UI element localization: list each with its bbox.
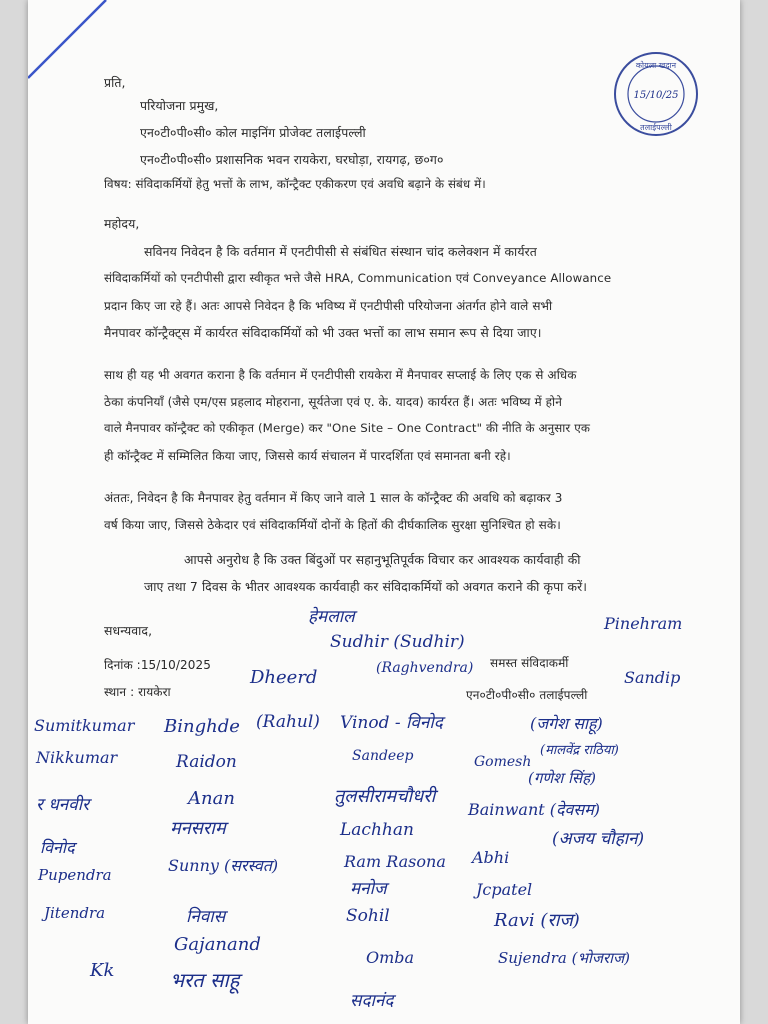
para2-line-2: ठेका कंपनियाँ (जैसे एम/एस प्रहलाद मोहराना, सूर्यतेजा एवं ए. के. यादव) कार्यरत हैं। अतः भविष्य में होने (104, 395, 563, 409)
signature: विनोद (40, 838, 75, 857)
signature: Sudhir (Sudhir) (330, 632, 465, 652)
signatory: समस्त संविदाकर्मी (490, 656, 569, 670)
signature: Jitendra (44, 904, 106, 922)
salutation: महोदय, (104, 216, 140, 231)
date: दिनांक :15/10/2025 (104, 658, 211, 672)
stamp-date: 15/10/25 (633, 90, 679, 101)
subject-line: विषय: संविदाकर्मियों हेतु भत्तों के लाभ, कॉन्ट्रैक्ट एकीकरण एवं अवधि बढ़ाने के संबंध में। (104, 177, 486, 191)
para4-line-1: आपसे अनुरोध है कि उक्त बिंदुओं पर सहानुभूतिपूर्वक विचार कर आवश्यक कार्यवाही की (184, 552, 581, 567)
signature: Gajanand (174, 934, 261, 955)
signature: सदानंद (350, 991, 394, 1011)
para1-line-2: संविदाकर्मियों को एनटीपीसी द्वारा स्वीकृत भत्ते जैसे HRA, Communication एवं Conveyance Allowance (104, 271, 612, 285)
place: स्थान : रायकेरा (104, 685, 171, 699)
signature: Sunny (सरस्वत) (168, 856, 279, 875)
signature: भरत साहू (170, 968, 240, 992)
to-label: प्रति, (104, 75, 126, 90)
signature: निवास (186, 907, 226, 927)
thanks: सधन्यवाद, (104, 623, 153, 638)
signatory-org: एन०टी०पी०सी० तलाईपल्ली (466, 688, 588, 702)
signature: Pinehram (604, 614, 683, 633)
signature: (अजय चौहान) (552, 829, 645, 849)
signature: (मालवेंद्र राठिया) (540, 743, 619, 758)
signature: Anan (188, 788, 235, 809)
signature: Kk (90, 960, 115, 981)
para1-line-1: सविनय निवेदन है कि वर्तमान में एनटीपीसी से संबंधित संस्थान चांद कलेक्शन में कार्यरत (144, 244, 537, 259)
signature: Bainwant (देवसम) (468, 800, 601, 819)
signature: Ravi (राज) (494, 910, 580, 931)
office-stamp (612, 50, 700, 138)
stamp-seal-icon (612, 50, 700, 138)
signature: Sohil (346, 906, 390, 926)
para3-line-2: वर्ष किया जाए, जिससे ठेकेदार एवं संविदाकर्मियों दोनों के हितों की दीर्घकालिक सुरक्षा सुनिश्चित हो सके। (104, 518, 561, 532)
signature: Lachhan (340, 820, 414, 840)
para1-line-4: मैनपावर कॉन्ट्रैक्ट्स में कार्यरत संविदाकर्मियों को भी उक्त भत्तों का लाभ समान रूप से दिया जाए। (104, 325, 542, 340)
signature: Gomesh (474, 754, 532, 770)
signature: मनसराम (170, 818, 226, 839)
signature: हेमलाल (308, 607, 355, 627)
recipient-line-1: परियोजना प्रमुख, (140, 98, 219, 113)
signature: Omba (366, 948, 415, 967)
recipient-line-2: एन०टी०पी०सी० कोल माइनिंग प्रोजेक्ट तलाईपल्ली (140, 125, 366, 140)
signature: Jcpatel (476, 880, 533, 899)
signature: (Rahul) (256, 712, 320, 732)
signature: मनोज (350, 879, 387, 899)
para2-line-3: वाले मैनपावर कॉन्ट्रैक्ट को एकीकृत (Merge) कर "One Site – One Contract" की नीति के अनुसार एक (104, 421, 590, 435)
signature: तुलसीरामचौधरी (334, 786, 436, 807)
para4-line-2: जाए तथा 7 दिवस के भीतर आवश्यक कार्यवाही कर संविदाकर्मियों को अवगत कराने की कृपा करें। (144, 579, 588, 594)
signature: (गणेश सिंह) (528, 769, 596, 787)
stamp-top-text: कोयला खदान (635, 61, 677, 70)
signature: Nikkumar (36, 748, 118, 767)
signature: Sumitkumar (34, 716, 135, 735)
para2-line-1: साथ ही यह भी अवगत कराना है कि वर्तमान में एनटीपीसी रायकेरा में मैनपावर सप्लाई के लिए एक से अधिक (104, 368, 577, 382)
signature: Sujendra (भोजराज) (498, 949, 631, 967)
recipient-line-3: एन०टी०पी०सी० प्रशासनिक भवन रायकेरा, घरघोड़ा, रायगढ़, छ०ग० (140, 152, 444, 167)
signature: Dheerd (250, 667, 318, 688)
para3-line-1: अंततः, निवेदन है कि मैनपावर हेतु वर्तमान में किए जाने वाले 1 साल के कॉन्ट्रैक्ट की अवधि को बढ़ाकर 3 (104, 491, 563, 505)
signature: Sandeep (352, 748, 414, 764)
stamp-bottom-text: तलाईपल्ली (640, 123, 672, 132)
signature: (Raghvendra) (376, 660, 474, 676)
signature: Vinod - विनोद (340, 713, 443, 733)
signature: र धनवीर (36, 795, 90, 815)
signature: Binghde (164, 716, 240, 737)
signature: Pupendra (38, 866, 112, 884)
signature: (जगेश साहू) (530, 714, 603, 733)
signature: Sandip (624, 668, 681, 687)
signature: Raidon (176, 752, 237, 772)
para2-line-4: ही कॉन्ट्रैक्ट में सम्मिलित किया जाए, जिससे कार्य संचालन में पारदर्शिता एवं समानता बनी रहे। (104, 449, 511, 463)
page-fold-corner (28, 0, 108, 80)
para1-line-3: प्रदान किए जा रहे हैं। अतः आपसे निवेदन है कि भविष्य में एनटीपीसी परियोजना अंतर्गत होने वाले सभी (104, 299, 553, 313)
signature: Ram Rasona (344, 852, 446, 871)
signature: Abhi (472, 848, 510, 867)
